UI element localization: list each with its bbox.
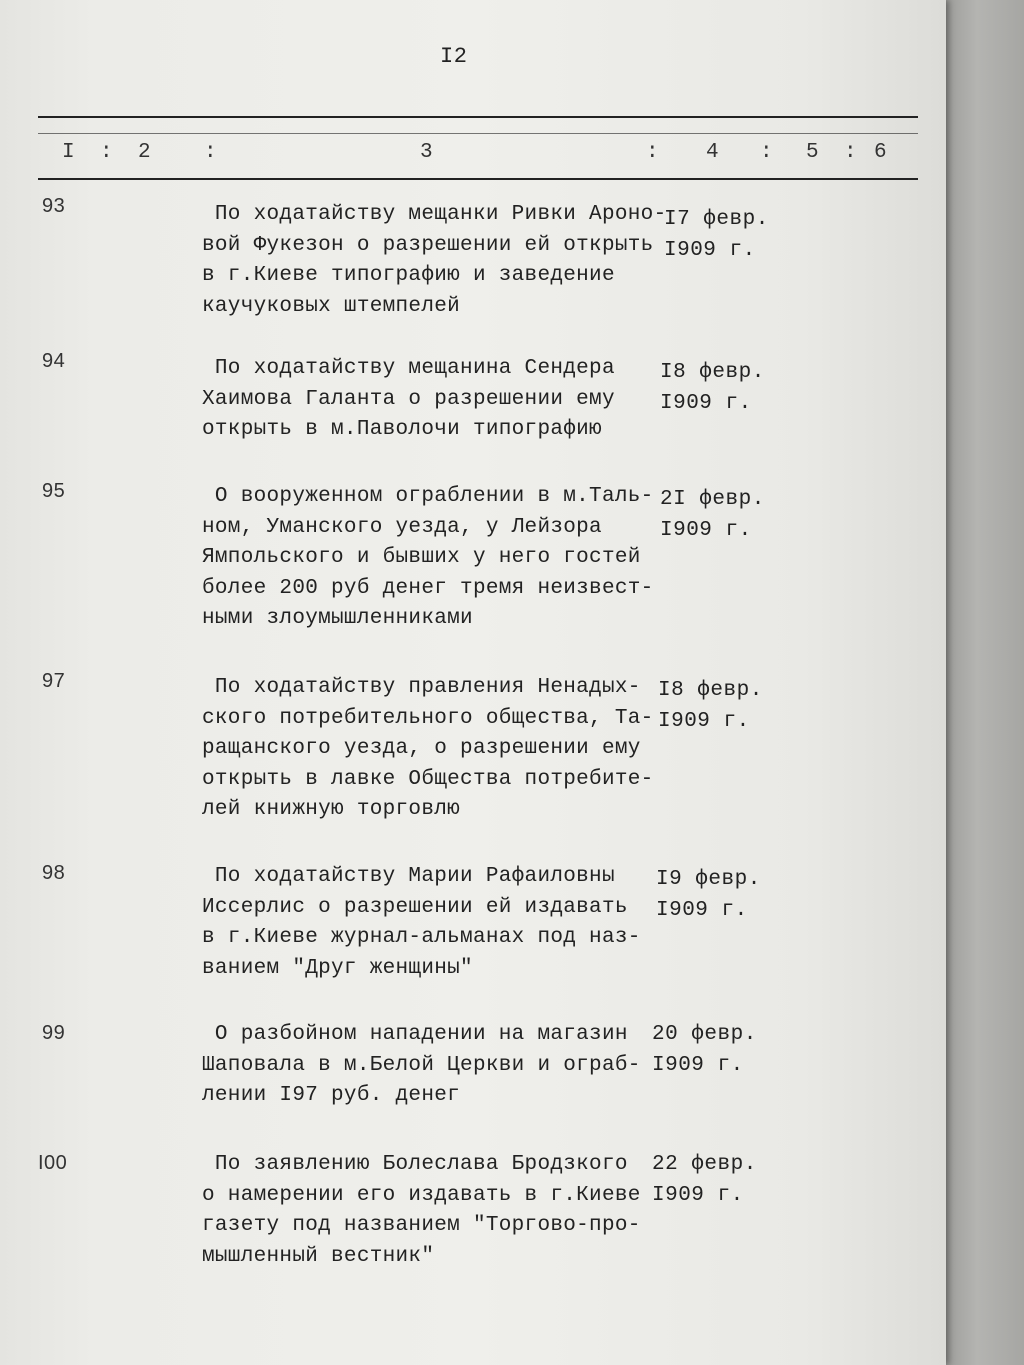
text-line: ского потребительного общества, Та- — [202, 706, 654, 730]
column-header-1: I — [62, 141, 76, 164]
date-year: I909 г. — [652, 1053, 744, 1077]
date-day: I9 февр. — [656, 868, 761, 891]
text-line: ном, Уманского уезда, у Лейзора — [202, 515, 602, 539]
text-line: лении I97 руб. денег — [202, 1084, 461, 1107]
entry-date — [660, 485, 765, 546]
entry-description — [202, 673, 654, 826]
header-top-rule — [38, 116, 918, 118]
text-line: вой Фукезон о разрешении ей открыть — [202, 233, 654, 257]
column-separator: : — [204, 141, 218, 164]
text-line: По ходатайству мещанки Ривки Ароно- — [202, 203, 667, 226]
entry-number: 95 — [42, 480, 66, 502]
entry-description — [202, 862, 641, 984]
text-line: Хаимова Галанта о разрешении ему — [202, 387, 615, 411]
text-line: каучуковых штемпелей — [202, 294, 461, 318]
date-year: I909 г. — [656, 898, 748, 922]
text-line: По ходатайству мещанина Сендера — [202, 357, 615, 380]
text-line: Ямпольского и бывших у него гостей — [202, 546, 641, 569]
entry-description — [202, 1020, 641, 1112]
entry-date — [652, 1020, 757, 1081]
entry-date — [658, 676, 763, 737]
text-line: открыть в лавке Общества потребите- — [202, 767, 654, 791]
text-line: Шаповала в м.Белой Церкви и ограб- — [202, 1053, 641, 1077]
header-mid-rule — [38, 133, 918, 134]
text-line: в г.Киеве журнал-альманах под наз- — [202, 926, 641, 949]
text-line: По заявлению Болеслава Бродзкого — [202, 1153, 628, 1176]
text-line: лей книжную торговлю — [202, 798, 461, 821]
text-line: ными злоумышленниками — [202, 607, 473, 630]
page-number: I2 — [440, 44, 468, 69]
date-day: I7 февр. — [664, 208, 769, 231]
header-bottom-rule — [38, 178, 918, 180]
date-year: I909 г. — [652, 1183, 744, 1207]
text-line: газету под названием "Торгово-про- — [202, 1214, 641, 1237]
column-separator: : — [760, 141, 774, 164]
entry-number: 97 — [42, 670, 66, 692]
text-line: О разбойном нападении на магазин — [202, 1023, 628, 1046]
column-header-3: 3 — [420, 141, 434, 164]
text-line: мышленный вестник" — [202, 1244, 435, 1268]
entry-description — [202, 200, 666, 322]
date-day: 2I февр. — [660, 488, 765, 511]
text-line: По ходатайству правления Ненадых- — [202, 676, 641, 699]
date-day: I8 февр. — [660, 361, 765, 384]
text-line: По ходатайству Марии Рафаиловны — [202, 865, 615, 888]
entry-date — [660, 358, 765, 419]
column-header-2: 2 — [138, 141, 152, 164]
column-header-6: 6 — [874, 141, 888, 164]
text-line: о намерении его издавать в г.Киеве — [202, 1183, 641, 1207]
date-year: I909 г. — [664, 238, 756, 262]
background-surface — [946, 0, 1024, 1365]
entry-number: 94 — [42, 350, 66, 372]
column-header-5: 5 — [806, 141, 820, 164]
text-line: ванием "Друг женщины" — [202, 956, 473, 980]
entry-description — [202, 1150, 641, 1272]
column-header-4: 4 — [706, 141, 720, 164]
date-day: I8 февр. — [658, 679, 763, 702]
text-line: более 200 руб денег тремя неизвест- — [202, 576, 654, 600]
entry-number: 99 — [42, 1022, 66, 1044]
entry-number: 98 — [42, 862, 66, 884]
text-line: открыть в м.Паволочи типографию — [202, 418, 602, 441]
text-line: ращанского уезда, о разрешении ему — [202, 737, 641, 760]
column-separator: : — [844, 141, 858, 164]
date-year: I909 г. — [660, 391, 752, 415]
entry-description — [202, 354, 615, 446]
text-line: О вооруженном ограблении в м.Таль- — [202, 485, 654, 508]
text-line: Иссерлис о разрешении ей издавать — [202, 895, 628, 919]
column-separator: : — [646, 141, 660, 164]
date-year: I909 г. — [660, 518, 752, 542]
entry-date — [652, 1150, 757, 1211]
entry-date — [664, 205, 769, 266]
entry-description — [202, 482, 654, 635]
entry-number: 93 — [42, 195, 66, 217]
date-year: I909 г. — [658, 709, 750, 733]
column-separator: : — [100, 141, 114, 164]
entry-date — [656, 865, 761, 926]
date-day: 20 февр. — [652, 1023, 757, 1046]
entry-number: I00 — [38, 1152, 68, 1174]
text-line: в г.Киеве типографию и заведение — [202, 264, 615, 287]
date-day: 22 февр. — [652, 1153, 757, 1176]
